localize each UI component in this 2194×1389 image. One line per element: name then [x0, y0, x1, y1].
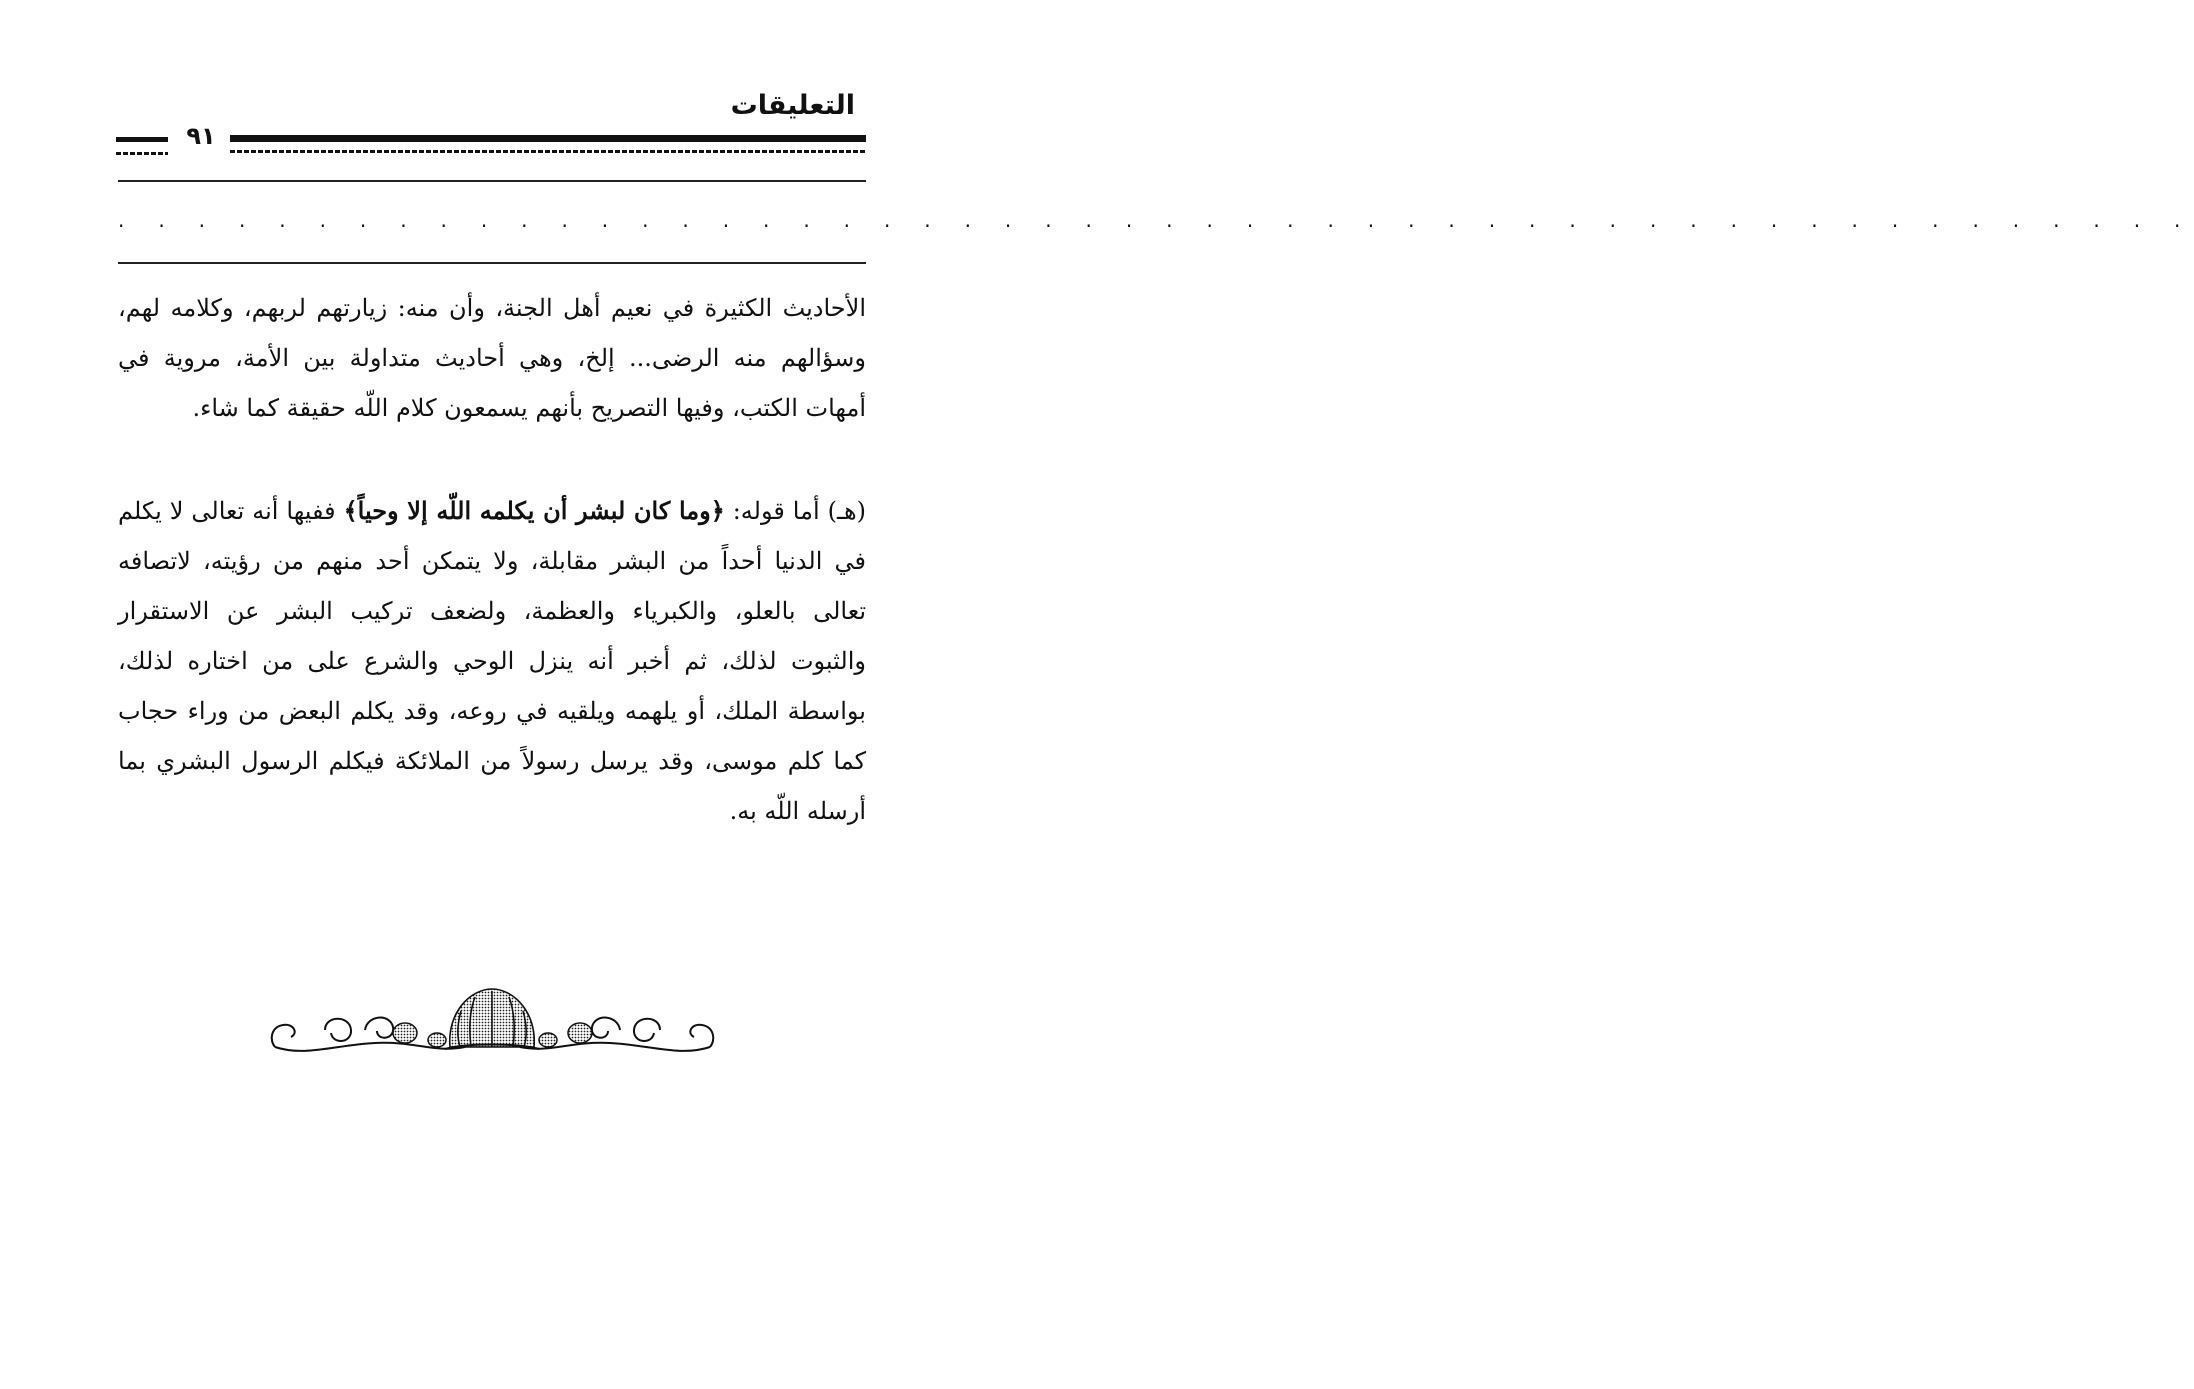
header-rule-left-dashed [116, 152, 168, 155]
header-rule-right-thick [230, 135, 866, 142]
decorative-scroll-ornament-icon [265, 985, 720, 1070]
paragraph-1: الأحاديث الكثيرة في نعيم أهل الجنة، وأن منه: زيارتهم لربهم، وكلامه لهم، وسؤالهم منه الرضى... إلخ، وهي أحاديث متداولة بين الأمة، مروية في أمهات الكتب، وفيها التصريح بأنهم يسمعون كلام اللّه حقيقة كما شاء. [118, 294, 867, 422]
header-rule-right-dashed [230, 150, 866, 153]
separator-rule-bottom [118, 262, 866, 264]
page-number: ٩١ [186, 122, 216, 150]
paragraph-2-body: ففيها أنه تعالى لا يكلم في الدنيا أحداً من البشر مقابلة، ولا يتمكن أحد منهم من رؤيته، لاتصافه تعالى بالعلو، والكبرياء والعظمة، ولضعف تركيب البشر عن الاستقرار والثبوت لذلك، ثم أخبر أنه ينزل الوحي والشرع على من اختاره لذلك، بواسطة الملك، أو يلهمه ويلقيه في روعه، وقد يكلم البعض من وراء حجاب كما كلم موسى، وقد يرسل رسولاً من الملائكة فيكلم الرسول البشري بما أرسله اللّه به. [118, 497, 866, 825]
omission-dots-line: . . . . . . . . . . . . . . . . . . . . . . . . . . . . . . . . . . . . . . . . . . . . . . . . . . . . [118, 208, 2194, 232]
paragraph-2 [118, 486, 866, 836]
separator-rule-top [118, 180, 866, 182]
header-rule-left-thick [116, 137, 168, 142]
quran-quote: ﴿وما كان لبشر أن يكلمه اللّه إلا وحياً﴾ [343, 496, 725, 525]
running-header-title: التعليقات [730, 90, 855, 121]
paragraph-2-intro: (هـ) أما قوله: [724, 497, 866, 525]
